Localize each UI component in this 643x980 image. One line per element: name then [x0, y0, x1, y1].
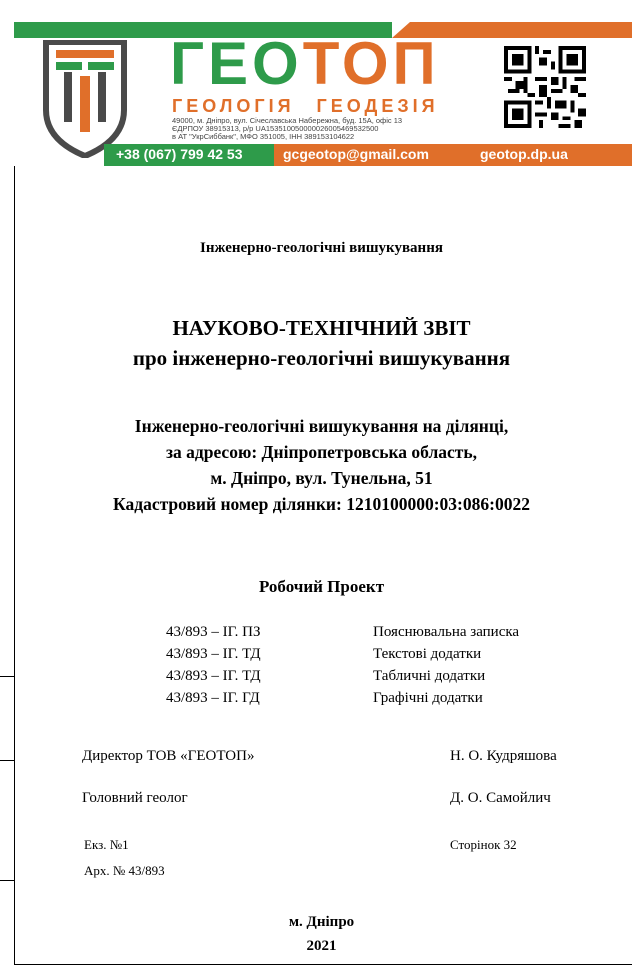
contents-name: Табличні додатки: [373, 668, 486, 684]
phone-number: +38 (067) 799 42 53: [116, 146, 243, 162]
frame-tick: [0, 676, 14, 677]
contents-code: 43/893 – ІГ. ТД: [166, 646, 261, 662]
city: м. Дніпро: [288, 914, 355, 930]
subject-line: за адресою: Дніпропетровська область,: [165, 442, 478, 462]
geotop-logo-icon: [42, 40, 128, 158]
contents-name: Текстові додатки: [373, 646, 482, 662]
archive-number: Арх. № 43/893: [84, 863, 165, 878]
signature-person: Н. О. Кудряшова: [450, 748, 557, 764]
frame-bottom-line: [14, 964, 632, 965]
email-address: gcgeotop@gmail.com: [283, 146, 429, 162]
frame-tick: [0, 880, 14, 881]
year: 2021: [306, 938, 337, 954]
qr-code-icon: [504, 46, 586, 128]
brand-name: ГЕОТОП: [170, 30, 440, 97]
contents-code: 43/893 – ІГ. ТД: [166, 668, 261, 684]
address-line: 49000, м. Дніпро, вул. Січеславська Набережна, буд. 15А, офіс 13: [172, 116, 403, 125]
contents-code: 43/893 – ІГ. ГД: [166, 690, 260, 706]
address-line: ЄДРПОУ 38915313, р/р UA153510050000026005469532500: [172, 124, 379, 133]
frame-tick: [0, 760, 14, 761]
copy-number: Екз. №1: [84, 837, 129, 852]
signature-role: Головний геолог: [82, 790, 188, 806]
contents-name: Графічні додатки: [373, 690, 483, 706]
subject-line: Інженерно-геологічні вишукування на ділянці,: [134, 416, 509, 436]
signature-role: Директор ТОВ «ГЕОТОП»: [82, 748, 255, 764]
cadastral-number: Кадастровий номер ділянки: 1210100000:03:086:0022: [113, 494, 530, 514]
document-title-sub: про інженерно-геологічні вишукування: [132, 346, 511, 370]
website-link: geotop.dp.ua: [480, 146, 568, 162]
page-count: Сторінок 32: [450, 837, 517, 852]
project-heading: Робочий Проект: [258, 577, 385, 596]
signature-person: Д. О. Самойлич: [450, 790, 551, 806]
contents-code: 43/893 – ІГ. ПЗ: [166, 624, 261, 640]
address-line: в АТ "УкрСиббанк", МФО 351005, ІНН 389153104622: [172, 132, 355, 141]
contents-name: Пояснювальна записка: [373, 624, 520, 640]
document-category: Інженерно-геологічні вишукування: [200, 240, 443, 256]
frame-left-line: [14, 166, 15, 964]
subject-line: м. Дніпро, вул. Тунельна, 51: [210, 468, 433, 488]
document-title: НАУКОВО-ТЕХНІЧНИЙ ЗВІТ: [172, 316, 471, 340]
brand-subtitle: ГЕОЛОГІЯ ГЕОДЕЗІЯ: [172, 96, 439, 116]
